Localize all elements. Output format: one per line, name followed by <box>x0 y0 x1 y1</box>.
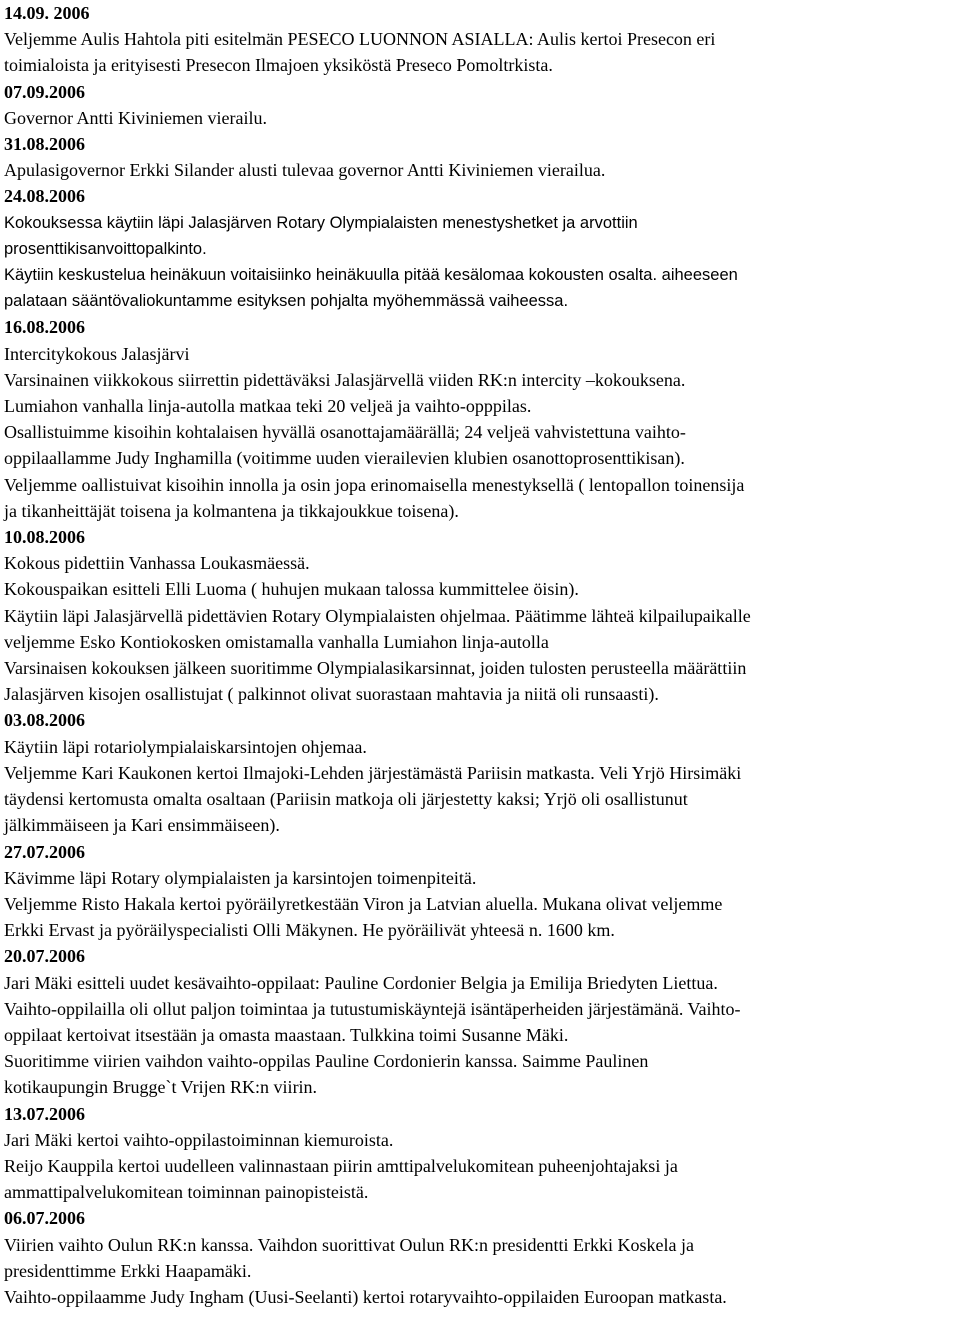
entry-text-line: Governor Antti Kiviniemen vierailu. <box>4 107 267 128</box>
entry-text-line: Jari Mäki esitteli uudet kesävaihto-oppilaat: Pauline Cordonier Belgia ja Emilija Briedyten Liettua. <box>4 972 718 993</box>
entry-text-line: Kokouksessa käytiin läpi Jalasjärven Rotary Olympialaisten menestyshetket ja arvottiin <box>4 213 638 232</box>
entry-text-line: Veljemme Risto Hakala kertoi pyöräilyretkestään Viron ja Latvian aluella. Mukana olivat veljemme <box>4 893 723 914</box>
entry-date: 20.07.2006 <box>4 946 85 967</box>
entry-text-line: Käytiin läpi Jalasjärvellä pidettävien Rotary Olympialaisten ohjelmaa. Päätimme lähteä kilpailupaikalle <box>4 605 751 626</box>
entry-text-line: Reijo Kauppila kertoi uudelleen valinnastaan piirin amttipalvelukomitean puheenjohtajaksi ja <box>4 1155 678 1176</box>
entry-text-line: Varsinaisen kokouksen jälkeen suoritimme Olympialasikarsinnat, joiden tulosten perusteella määrättiin <box>4 658 747 679</box>
entry-text-line: Varsinainen viikkokous siirrettin pidettäväksi Jalasjärvellä viiden RK:n intercity –kokouksena. <box>4 369 686 390</box>
entry-date: 14.09. 2006 <box>4 3 90 23</box>
entry-text-line: presidenttimme Erkki Haapamäki. <box>4 1260 252 1281</box>
meeting-entry <box>4 1101 956 1206</box>
entry-date: 13.07.2006 <box>4 1103 85 1124</box>
entry-date: 06.07.2006 <box>4 1208 85 1229</box>
entry-date: 10.08.2006 <box>4 527 85 548</box>
meeting-entry <box>4 183 956 314</box>
entry-text-line: Intercitykokous Jalasjärvi <box>4 343 190 364</box>
entry-text-line: Kokouspaikan esitteli Elli Luoma ( huhujen mukaan talossa kummittelee öisin). <box>4 579 579 600</box>
meeting-minutes-document <box>4 0 956 1310</box>
meeting-entry <box>4 943 956 1100</box>
meeting-entry <box>4 79 956 131</box>
entry-text-line: Erkki Ervast ja pyöräilyspecialisti Olli Mäkynen. He pyöräilivät yhteesä n. 1600 km. <box>4 920 615 941</box>
entry-text-line: kotikaupungin Brugge`t Vrijen RK:n viirin. <box>4 1077 318 1098</box>
meeting-entry <box>4 524 956 707</box>
entry-text-line: Veljemme Kari Kaukonen kertoi Ilmajoki-Lehden järjestämästä Pariisin matkasta. Veli Yrjö Hirsimäki <box>4 762 742 783</box>
entry-text-line: Apulasigovernor Erkki Silander alusti tulevaa governor Antti Kiviniemen vierailua. <box>4 160 606 181</box>
entry-text-line: ja tikanheittäjät toisena ja kolmantena ja tikkajoukkue toisena). <box>4 500 459 521</box>
entry-text-line: Vaihto-oppilailla oli ollut paljon toimintaa ja tutustumiskäyntejä isäntäperheiden järjestämänä. Vaihto- <box>4 998 741 1019</box>
entry-date: 24.08.2006 <box>4 186 85 207</box>
entry-text-line: palataan sääntövaliokuntamme esityksen pohjalta myöhemmässä vaiheessa. <box>4 292 569 311</box>
entry-date: 07.09.2006 <box>4 81 85 102</box>
meeting-entry <box>4 1205 956 1310</box>
meeting-entry <box>4 839 956 944</box>
entry-date: 03.08.2006 <box>4 710 85 731</box>
entry-text-line: Lumiahon vanhalla linja-autolla matkaa teki 20 veljeä ja vaihto-opppilas. <box>4 396 532 417</box>
entry-text-line: täydensi kertomusta omalta osaltaan (Pariisin matkoja oli järjestetty kaksi; Yrjö oli osallistunut <box>4 789 688 810</box>
entry-text-line: Käytiin keskustelua heinäkuun voitaisiinko heinäkuulla pitää kesälomaa kokousten osalta. aiheeseen <box>4 266 738 285</box>
meeting-entry <box>4 314 956 524</box>
entry-text-line: Veljemme Aulis Hahtola piti esitelmän PESECO LUONNON ASIALLA: Aulis kertoi Presecon eri <box>4 29 716 50</box>
entry-text-line: Jalasjärven kisojen osallistujat ( palkinnot olivat suorastaan mahtavia ja niitä oli runsaasti). <box>4 684 659 705</box>
entry-text-line: Osallistuimme kisoihin kohtalaisen hyvällä osanottajamäärällä; 24 veljeä vahvistettuna vaihto- <box>4 422 686 443</box>
entry-text-line: Jari Mäki kertoi vaihto-oppilastoiminnan kiemuroista. <box>4 1129 394 1150</box>
entry-text-line: oppilaallamme Judy Inghamilla (voitimme uuden vierailevien klubien osanottoprosenttikisan). <box>4 448 685 469</box>
entry-text-line: Kävimme läpi Rotary olympialaisten ja karsintojen toimenpiteitä. <box>4 867 477 888</box>
meeting-entry <box>4 707 956 838</box>
entry-text-line: Veljemme oallistuivat kisoihin innolla ja osin jopa erinomaisella menestyksellä ( lentopallon toinensija <box>4 474 745 495</box>
entry-date: 31.08.2006 <box>4 134 85 155</box>
entry-text-line: Viirien vaihto Oulun RK:n kanssa. Vaihdon suorittivat Oulun RK:n presidentti Erkki Koskela ja <box>4 1234 695 1255</box>
entry-text-line: prosenttikisanvoittopalkinto. <box>4 239 207 258</box>
entry-text-line: Vaihto-oppilaamme Judy Ingham (Uusi-Seelanti) kertoi rotaryvaihto-oppilaiden Euroopan matkasta. <box>4 1286 727 1307</box>
entry-text-line: Suoritimme viirien vaihdon vaihto-oppilas Pauline Cordonierin kanssa. Saimme Paulinen <box>4 1051 649 1072</box>
entry-text-line: Käytiin läpi rotariolympialaiskarsintojen ohjemaa. <box>4 736 367 757</box>
entry-text-line: oppilaat kertoivat itsestään ja omasta maastaan. Tulkkina toimi Susanne Mäki. <box>4 1024 569 1045</box>
entry-date: 16.08.2006 <box>4 317 85 338</box>
entry-text-line: Kokous pidettiin Vanhassa Loukasmäessä. <box>4 553 310 574</box>
entry-text-line: veljemme Esko Kontiokosken omistamalla vanhalla Lumiahon linja-autolla <box>4 631 549 652</box>
entry-text-line: ammattipalvelukomitean toiminnan painopisteistä. <box>4 1182 369 1203</box>
meeting-entry <box>4 0 956 79</box>
entry-text-line: jälkimmäiseen ja Kari ensimmäiseen). <box>4 815 280 836</box>
meeting-entry <box>4 131 956 183</box>
entry-text-line: toimialoista ja erityisesti Presecon Ilmajoen yksiköstä Preseco Pomoltrkista. <box>4 55 553 76</box>
entry-date: 27.07.2006 <box>4 841 85 862</box>
